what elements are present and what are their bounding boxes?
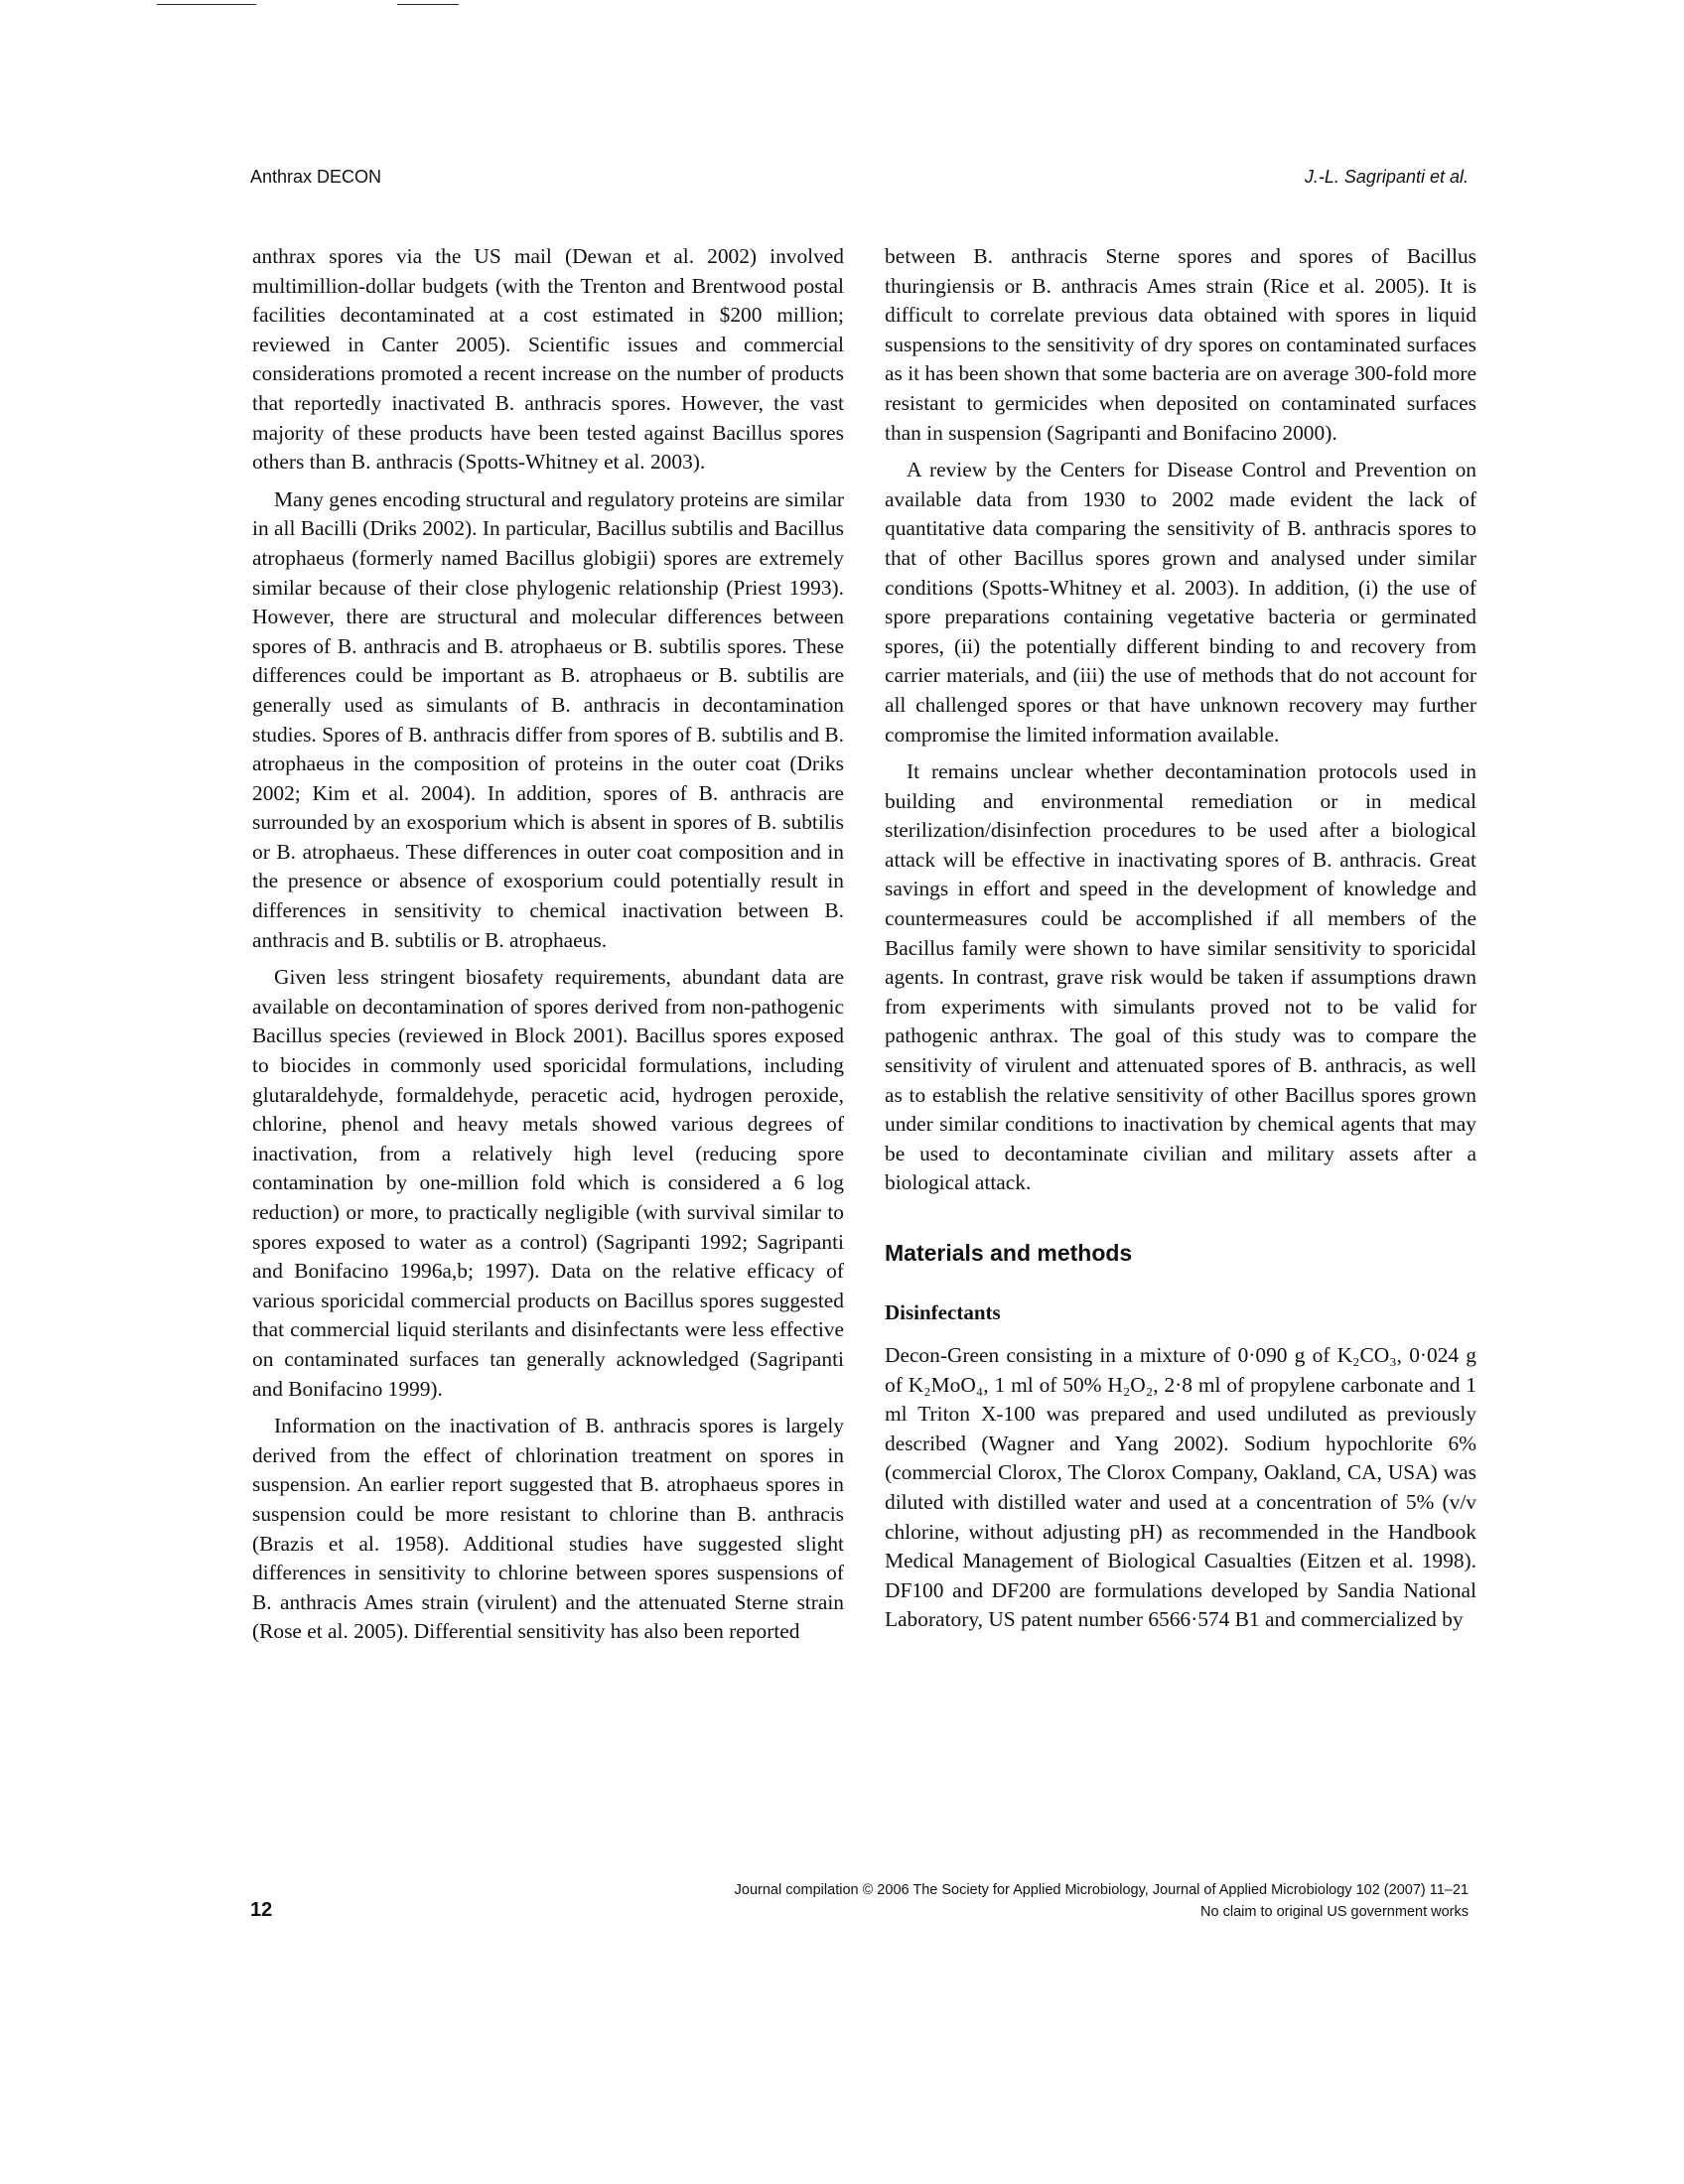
right-column: [885, 242, 1476, 1635]
running-authors: J.-L. Sagripanti et al.: [1304, 167, 1469, 187]
running-title: Anthrax DECON: [250, 167, 382, 187]
left-paragraph-3: Given less stringent biosafety requirements, abundant data are available on decontamination of spores derived from non-pathogenic Bacillus species (reviewed in Block 2001). Bacillus spores exposed to biocides in commonly used sporicidal formulations, including glutaraldehyde, formaldehyde, peracetic acid, hydrogen peroxide, chlorine, phenol and heavy metals showed various degrees of inactivation, from a relatively high level (reducing spore contamination by one-million fold which is considered a 6 log reduction) or more, to practically negligible (with survival similar to spores exposed to water as a control) (Sagripanti 1992; Sagripanti and Bonifacino 1996a,b; 1997). Data on the relative efficacy of various sporicidal commercial products on Bacillus spores suggested that commercial liquid sterilants and disinfectants were less effective on contaminated surfaces tan generally acknowledged (Sagripanti and Bonifacino 1999).: [252, 965, 844, 1401]
footer-copyright: [735, 1879, 1469, 1923]
left-paragraph-4: Information on the inactivation of B. anthracis spores is largely derived from the effect of chlorination treatment on spores in suspension. An earlier report suggested that B. atrophaeus spores in suspension could be more resistant to chlorine than B. anthracis (Brazis et al. 1958). Additional studies have suggested slight differences in sensitivity to chlorine between spores suspensions of B. anthracis Ames strain (virulent) and the attenuated Sterne strain (Rose et al. 2005). Differential sensitivity has also been reported: [252, 1414, 844, 1644]
left-paragraph-2: Many genes encoding structural and regulatory proteins are similar in all Bacilli (Driks 2002). In particular, Bacillus subtilis and Bacillus atrophaeus (formerly named Bacillus globigii) spores are extremely similar because of their close phylogenic relationship (Priest 1993). However, there are structural and molecular differences between spores of B. anthracis and B. atrophaeus or B. subtilis spores. These differences could be important as B. atrophaeus or B. subtilis are generally used as simulants of B. anthracis in decontamination studies. Spores of B. anthracis differ from spores of B. subtilis and B. atrophaeus in the composition of proteins in the outer coat (Driks 2002; Kim et al. 2004). In addition, spores of B. anthracis are surrounded by an exosporium which is absent in spores of B. subtilis or B. atrophaeus. These differences in outer coat composition and in the presence or absence of exosporium could potentially result in differences in sensitivity to chemical inactivation between B. anthracis and B. subtilis or B. atrophaeus.: [252, 486, 844, 952]
left-paragraph-1: anthrax spores via the US mail (Dewan et al. 2002) involved multimillion-dollar budgets (with the Trenton and Brentwood postal facilities decontaminated at a cost estimated in $200 million; reviewed in Canter 2005). Scientific issues and commercial considerations promoted a recent increase on the number of products that reportedly inactivated B. anthracis spores. However, the vast majority of these products have been tested against Bacillus spores others than B. anthracis (Spotts-Whitney et al. 2003).: [252, 244, 844, 475]
right-paragraph-4: Decon-Green consisting in a mixture of 0·090 g of K₂CO₃, 0·024 g of K₂MoO₄, 1 ml of 50% H₂O₂, 2·8 ml of propylene carbonate and 1 ml Triton X-100 was prepared and used undiluted as previously described (Wagner and Yang 2002). Sodium hypochlorite 6% (commercial Clorox, The Clorox Company, Oakland, CA, USA) was diluted with distilled water and used at a concentration of 5% (v/v chlorine, without adjusting pH) as recommended in the Handbook Medical Management of Biological Casualties (Eitzen et al. 1998). DF100 and DF200 are formulations developed by Sandia National Laboratory, US patent number 6566·574 B1 and commercialized by: [885, 1343, 1476, 1632]
subheading: Disinfectants: [885, 1300, 1001, 1324]
top-rule-left: [157, 4, 256, 5]
page-number: 12: [250, 1899, 273, 1921]
right-paragraph-3: It remains unclear whether decontamination protocols used in building and environmental remediation or in medical sterilization/disinfection procedures to be used after a biological attack will be effective in inactivating spores of B. anthracis. Great savings in effort and speed in the development of knowledge and countermeasures could be accomplished if all members of the Bacillus family were shown to have similar sensitivity to sporicidal agents. In contrast, grave risk would be taken if assumptions drawn from experiments with simulants proved not to be valid for pathogenic anthrax. The goal of this study was to compare the sensitivity of virulent and attenuated spores of B. anthracis, as well as to establish the relative sensitivity of other Bacillus spores grown under similar conditions to inactivation by chemical agents that may be used to decontaminate civilian and military assets after a biological attack.: [885, 759, 1476, 1195]
left-column: [252, 242, 844, 1647]
section-heading: Materials and methods: [885, 1240, 1133, 1266]
top-rule-right: [397, 4, 459, 5]
footer-journal-line: Journal compilation © 2006 The Society for Applied Microbiology, Journal of Applied Microbiology 102 (2007) 11–21: [734, 1882, 1469, 1898]
right-paragraph-2: A review by the Centers for Disease Control and Prevention on available data from 1930 to 2002 made evident the lack of quantitative data comparing the sensitivity of B. anthracis spores to that of other Bacillus spores grown and analysed under similar conditions (Spotts-Whitney et al. 2003). In addition, (i) the use of spore preparations containing vegetative bacteria or germinated spores, (ii) the potentially different binding to and recovery from carrier materials, and (iii) the use of methods that do not account for all challenged spores or that have unknown recovery may further compromise the limited information available.: [885, 458, 1476, 747]
footer-claim-line: No claim to original US government works: [1200, 1904, 1469, 1920]
right-paragraph-1: between B. anthracis Sterne spores and spores of Bacillus thuringiensis or B. anthracis Ames strain (Rice et al. 2005). It is difficult to correlate previous data obtained with spores in liquid suspensions to the sensitivity of dry spores on contaminated surfaces as it has been shown that some bacteria are on average 300-fold more resistant to germicides when deposited on contaminated surfaces than in suspension (Sagripanti and Bonifacino 2000).: [885, 244, 1476, 445]
